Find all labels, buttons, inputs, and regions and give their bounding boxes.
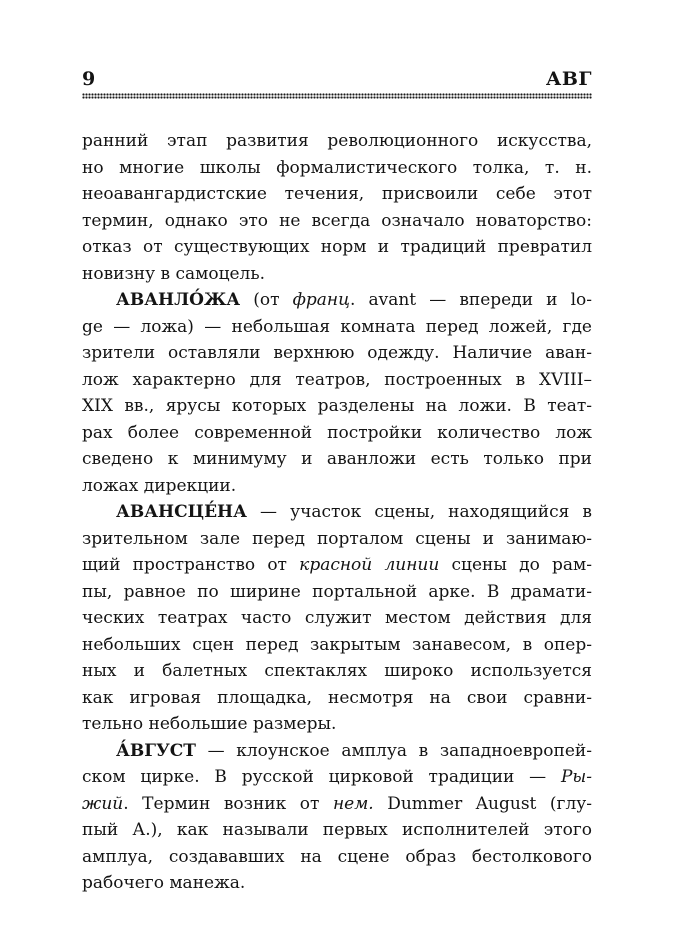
text-line: ском цирке. В русской цирковой традиции — Ры- [82, 767, 592, 787]
entry-avanloja-first-line: АВАНЛО́ЖА (от франц. avant — впереди и lo- [116, 290, 592, 310]
text-line: зрительном зале перед порталом сцены и занимаю- [82, 528, 592, 549]
text-line: небольших сцен перед закрытым занавесом, в опер- [82, 634, 592, 655]
text-line: термин, однако это не всегда означало новаторство: [82, 210, 592, 231]
header-dotted-rule [82, 93, 592, 99]
text-line: зрители оставляли верхнюю одежду. Наличие аван- [82, 343, 592, 363]
text-line: ge — ложа) — небольшая комната перед ложей, где [82, 316, 592, 337]
text-line: амплуа, создававших на сцене образ бестолкового [82, 846, 592, 867]
text-line: рабочего манежа. [82, 873, 246, 893]
text-line: рах более современной постройки количество лож [82, 422, 592, 443]
text-line: отказ от существующих норм и традиций превратил [82, 237, 592, 257]
entry-avgust-first-line: А́ВГУСТ — клоунское амплуа в западноевропей- [116, 740, 592, 761]
entry-term: АВАНСЦЕ́НА [116, 502, 247, 522]
running-head: АВГ [545, 68, 592, 90]
page-number: 9 [82, 68, 96, 90]
text-line: новизну в самоцель. [82, 263, 266, 284]
text-line: неоавангардистские течения, присвоили себе этот [82, 184, 592, 204]
page-header [82, 66, 592, 92]
text-line: ческих театрах часто служит местом действия для [82, 608, 592, 628]
text-line: ложах дирекции. [82, 475, 237, 496]
entry-avanscena-first-line: АВАНСЦЕ́НА — участок сцены, находящийся в [116, 502, 592, 522]
text-line: ранний этап развития революционного искусства, [82, 131, 592, 151]
entry-term: АВАНЛО́ЖА [116, 290, 241, 310]
entry-term: А́ВГУСТ [116, 740, 196, 761]
text-line: ных и балетных спектаклях широко используется [82, 661, 592, 681]
text-line: жий. Термин возник от нем. Dummer August (глу- [82, 793, 592, 814]
text-line: как игровая площадка, несмотря на свои сравни- [82, 687, 592, 708]
text-line: щий пространство от красной линии сцены до рам- [82, 555, 592, 575]
text-line: пый А.), как называли первых исполнителей этого [82, 820, 592, 840]
dictionary-text [82, 128, 592, 897]
text-line: XIX вв., ярусы которых разделены на ложи. В теат- [82, 396, 592, 416]
text-line: сведено к минимуму и аванложи есть только при [82, 449, 592, 469]
text-line: тельно небольшие размеры. [82, 714, 337, 734]
text-line: пы, равное по ширине портальной арке. В драмати- [82, 581, 592, 602]
text-line: лож характерно для театров, построенных в XVIII– [82, 369, 592, 390]
text-line: но многие школы формалистического толка, т. н. [82, 157, 592, 178]
